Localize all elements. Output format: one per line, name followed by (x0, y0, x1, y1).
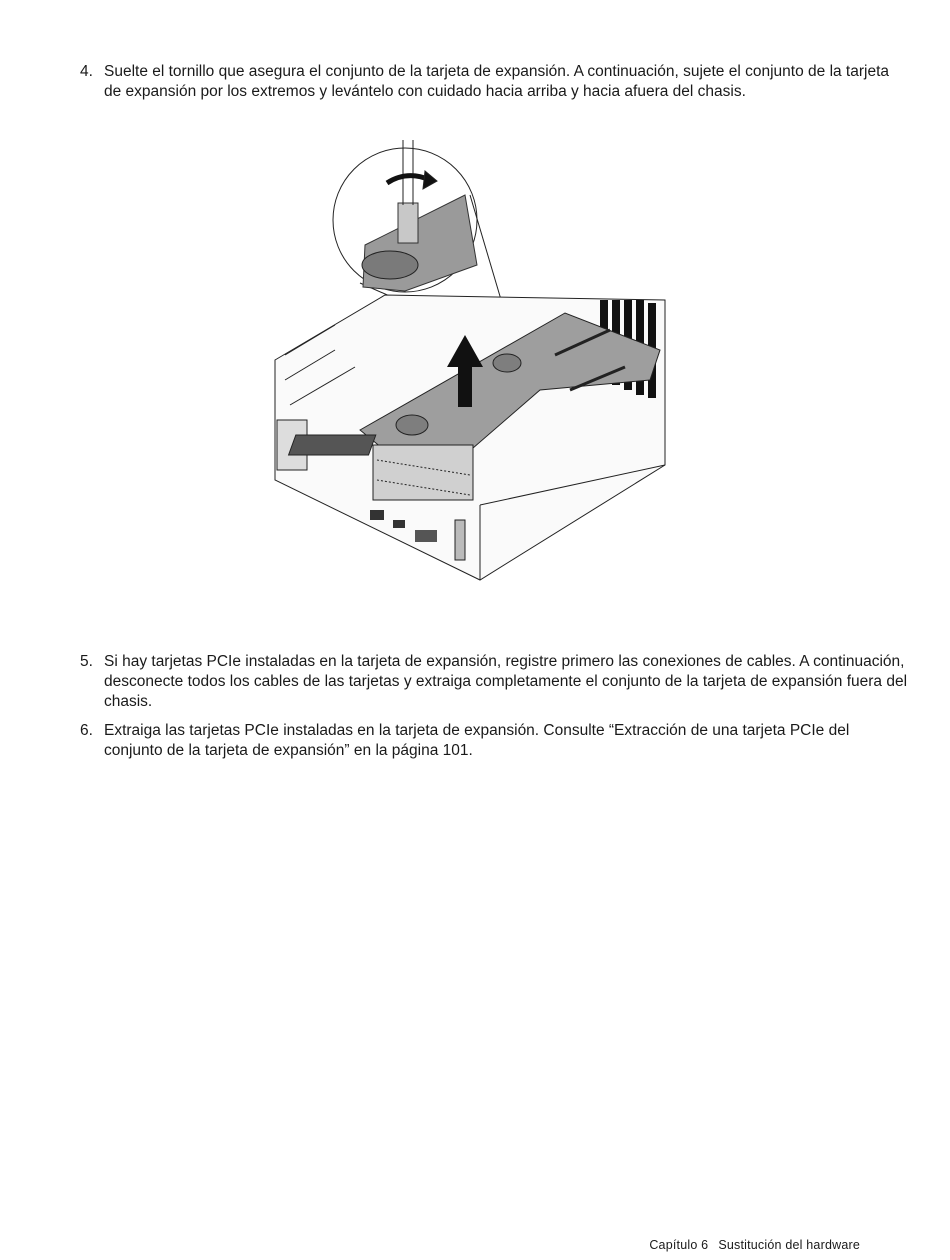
step-text: Si hay tarjetas PCIe instaladas en la tarjeta de expansión, registre primero las conexiones de cables. A continuación, desconecte todos los cables de las tarjetas y extraiga completamente el conjunto de la tarjeta de expansión fuera del chasis. (104, 653, 908, 710)
riser-removal-illustration (265, 135, 675, 585)
footer-chapter: Capítulo 6 (649, 1238, 709, 1252)
step-text: Extraiga las tarjetas PCIe instaladas en la tarjeta de expansión. Consulte “Extracción de una tarjeta PCIe del conjunto de la tarjeta de expansión” en la página 101. (104, 722, 850, 759)
step-number: 6. (80, 722, 93, 739)
step-5 (80, 652, 910, 712)
footer-title: Sustitución del hardware (718, 1238, 860, 1252)
step-4 (80, 62, 910, 102)
step-text: Suelte el tornillo que asegura el conjunto de la tarjeta de expansión. A continuación, sujete el conjunto de la tarjeta de expansión por los extremos y levántelo con cuidado hacia arriba y hacia afuera del chasis. (104, 63, 890, 100)
step-number: 5. (80, 653, 93, 670)
step-6 (80, 721, 910, 761)
step-number: 4. (80, 63, 93, 80)
page-footer (639, 1238, 860, 1252)
